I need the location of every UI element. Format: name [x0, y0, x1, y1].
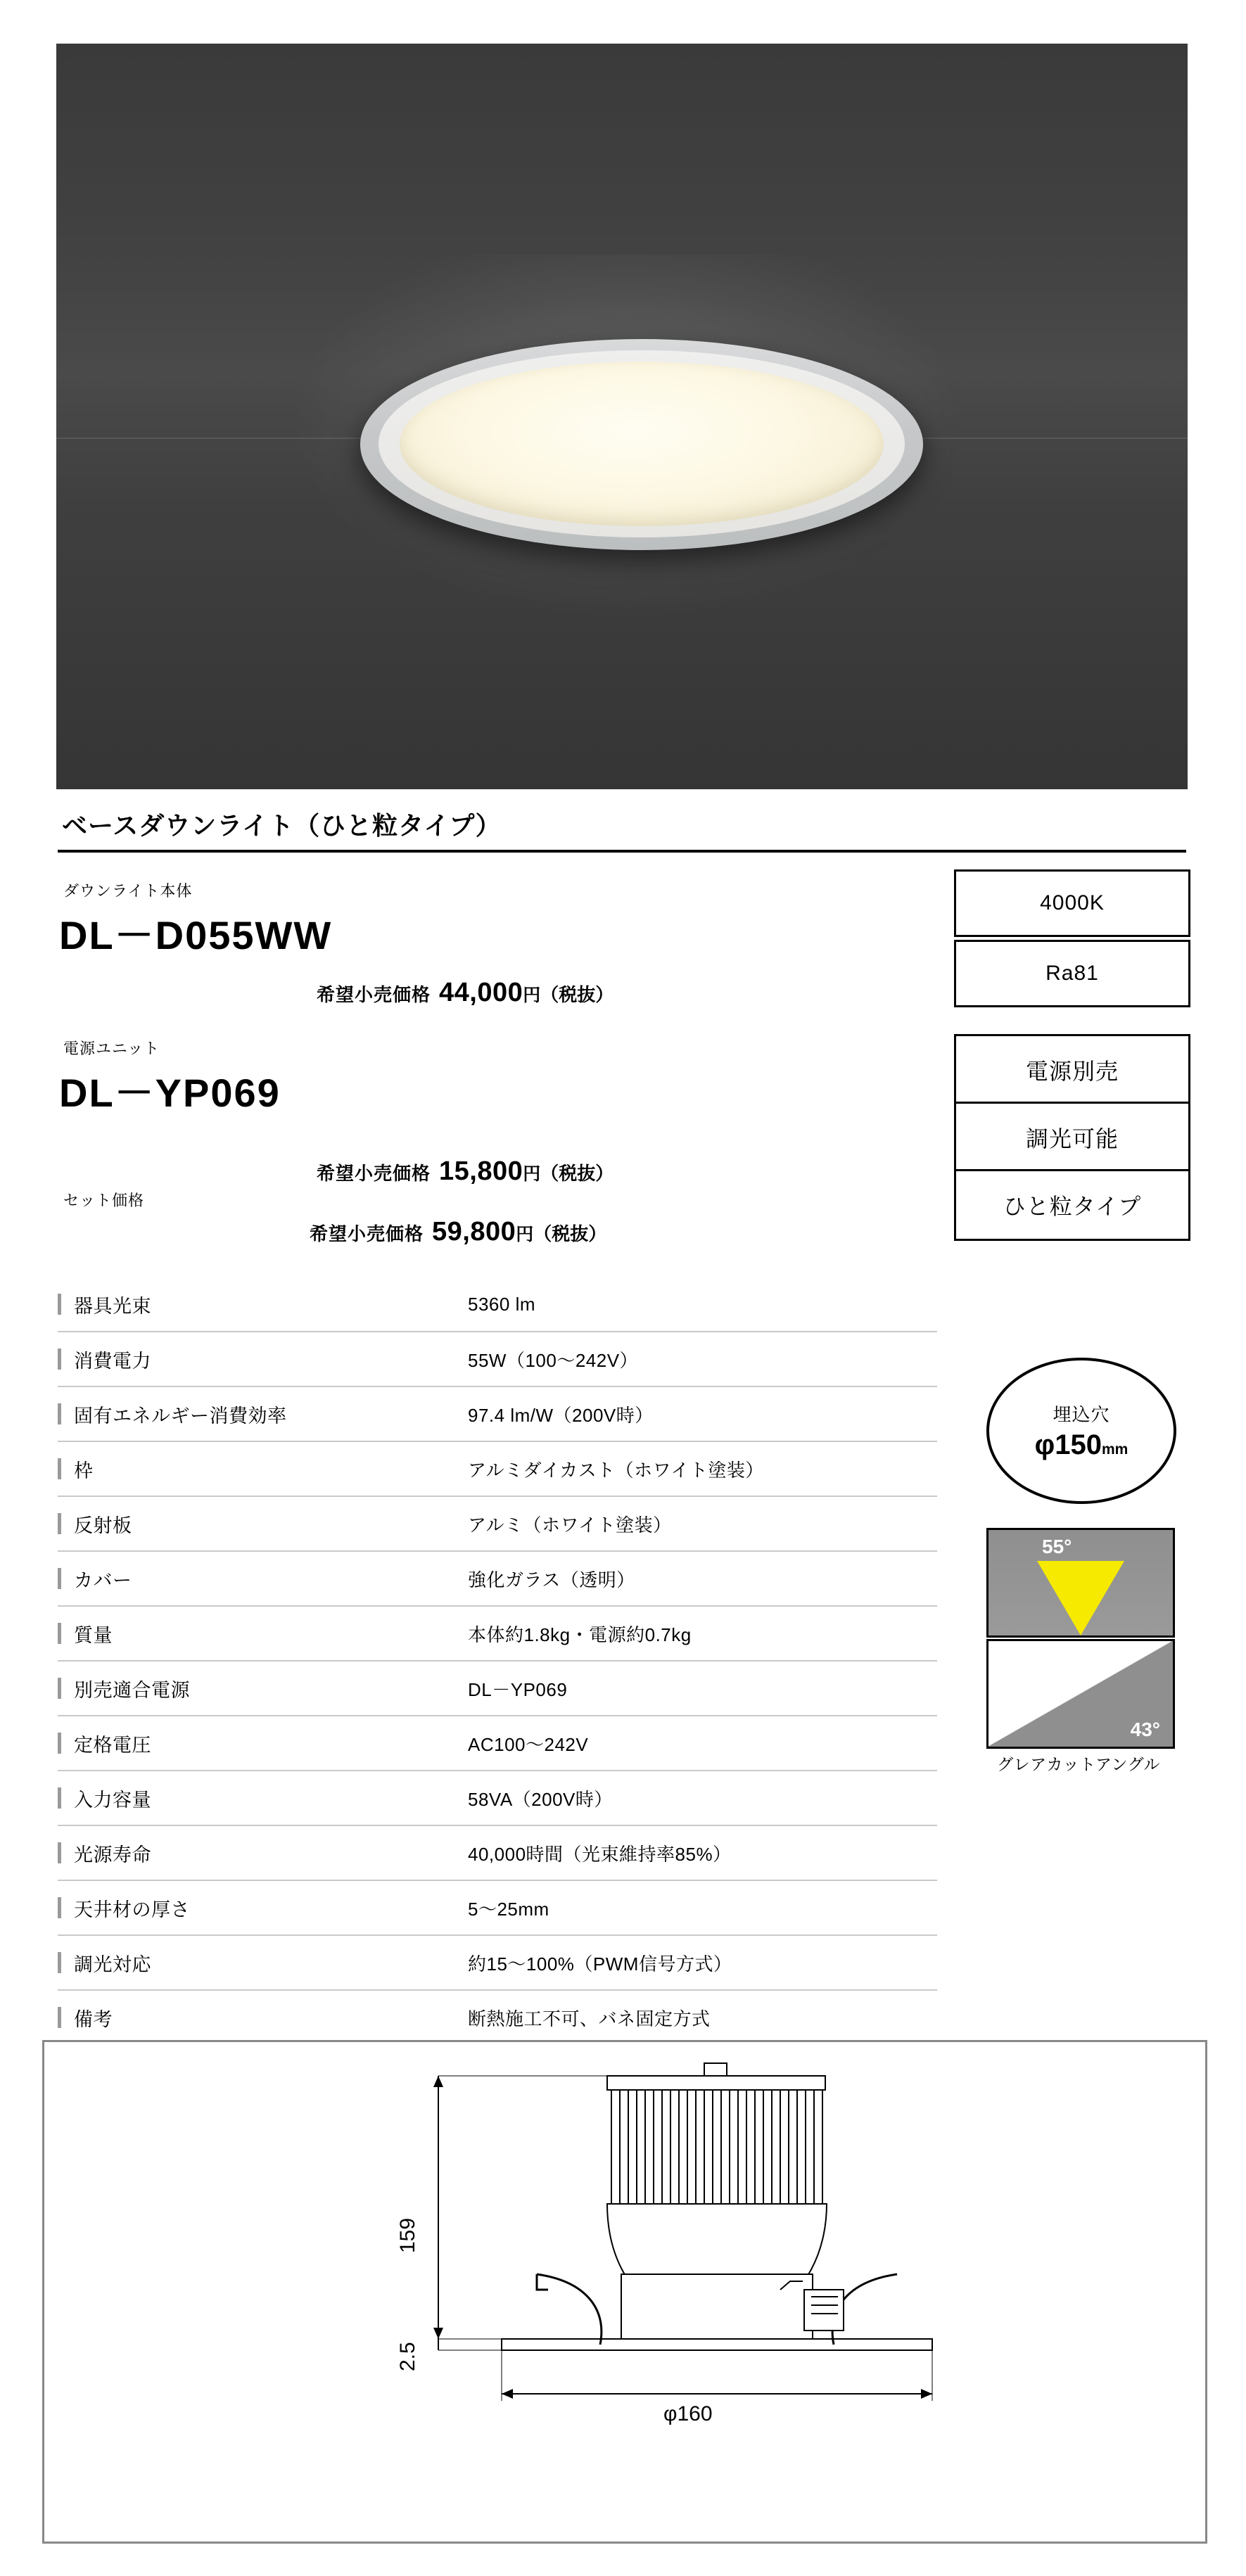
spec-value: 約15〜100%（PWM信号方式） [468, 1953, 732, 1975]
spec-key: 質量 [74, 1624, 113, 1646]
row-marker [58, 1952, 61, 1973]
spec-key: 入力容量 [74, 1789, 151, 1811]
table-row [58, 1991, 937, 2044]
psu-price-value: 15,800 [439, 1156, 523, 1186]
spec-key: 定格電圧 [74, 1734, 151, 1756]
spec-value: アルミダイカスト（ホワイト塗装） [468, 1459, 764, 1481]
drawing-svg [44, 2042, 1201, 2537]
table-row [58, 1716, 937, 1771]
row-marker [58, 1348, 61, 1370]
table-row [58, 1277, 937, 1332]
spec-value: 40,000時間（光束維持率85%） [468, 1843, 732, 1865]
body-price-tax: （税抜） [540, 984, 614, 1005]
set-price-row [310, 1217, 606, 1247]
row-marker [58, 1787, 61, 1809]
body-model-number: DL－D055WW [59, 913, 333, 957]
table-row [58, 1607, 937, 1662]
table-row [58, 1936, 937, 1991]
table-row [58, 1881, 937, 1936]
body-price-yen: 円 [523, 986, 541, 1005]
page-title: ベースダウンライト（ひと粒タイプ） [62, 811, 502, 840]
spec-key: カバー [74, 1569, 132, 1591]
spec-value: 5〜25mm [468, 1898, 549, 1920]
embed-hole-badge [986, 1358, 1176, 1504]
spec-value: DL－YP069 [468, 1678, 568, 1700]
set-price-tax: （税抜） [533, 1223, 607, 1244]
psu-price-label: 希望小売価格 [317, 1163, 431, 1184]
fixture-lens [400, 362, 884, 526]
psu-price-row [317, 1156, 614, 1187]
spec-key: 備考 [74, 2008, 113, 2030]
beam-cone-icon [1037, 1561, 1124, 1635]
glare-angle-value: 43° [1130, 1719, 1160, 1740]
badge-cri: Ra81 [954, 940, 1190, 1007]
table-row [58, 1662, 937, 1716]
row-marker [58, 1897, 61, 1918]
set-price-yen: 円 [516, 1225, 534, 1244]
psu-label: 電源ユニット [63, 1040, 160, 1057]
spec-value: 本体約1.8kg・電源約0.7kg [468, 1624, 692, 1645]
set-price-label: セット価格 [63, 1192, 145, 1209]
row-marker [58, 1403, 61, 1424]
row-marker [58, 1678, 61, 1699]
beam-angle-value: 55° [1042, 1536, 1072, 1557]
spec-key: 別売適合電源 [74, 1679, 190, 1701]
psu-model-number: DL－YP069 [59, 1071, 281, 1115]
glare-angle-caption: グレアカットアングル [997, 1755, 1160, 1773]
table-row [58, 1497, 937, 1552]
badge-type: ひと粒タイプ [954, 1169, 1190, 1241]
badge-dimmable: 調光可能 [954, 1102, 1190, 1173]
spec-value: 強化ガラス（透明） [468, 1569, 635, 1590]
spec-table [58, 1277, 937, 2044]
row-marker [58, 2007, 61, 2028]
downlight-fixture-image [360, 339, 923, 550]
body-price-label: 希望小売価格 [317, 984, 431, 1005]
embed-hole-label: 埋込穴 [1053, 1404, 1110, 1425]
psu-price-tax: （税抜） [540, 1163, 614, 1184]
spec-key: 天井材の厚さ [74, 1899, 190, 1920]
title-divider [58, 850, 1186, 853]
spec-key: 光源寿命 [74, 1844, 151, 1866]
spec-value: 58VA（200V時） [468, 1788, 613, 1810]
table-row [58, 1826, 937, 1881]
product-photo [56, 44, 1188, 789]
beam-angle-diagram [986, 1528, 1175, 1638]
row-marker [58, 1842, 61, 1863]
set-price-value: 59,800 [432, 1217, 516, 1246]
table-row [58, 1387, 937, 1442]
spec-key: 反射板 [74, 1515, 132, 1536]
embed-hole-value [1035, 1429, 1129, 1461]
row-marker [58, 1294, 61, 1315]
table-row [58, 1552, 937, 1607]
row-marker [58, 1458, 61, 1479]
row-marker [58, 1623, 61, 1644]
dimension-flange: 2.5 [396, 2342, 419, 2371]
dimension-diameter: φ160 [663, 2402, 713, 2425]
dimension-height: 159 [396, 2217, 419, 2253]
row-marker [58, 1513, 61, 1534]
spec-value: 55W（100〜242V） [468, 1349, 639, 1371]
set-price-text-label: 希望小売価格 [310, 1223, 424, 1244]
glare-angle-diagram [986, 1639, 1175, 1749]
body-price-value: 44,000 [439, 978, 523, 1007]
spec-key: 消費電力 [74, 1350, 151, 1372]
table-row [58, 1442, 937, 1497]
spec-value: 5360 lm [468, 1293, 535, 1315]
embed-hole-diameter: φ150 [1034, 1429, 1102, 1460]
embed-hole-unit: mm [1102, 1441, 1129, 1458]
spec-key: 器具光束 [74, 1295, 151, 1317]
badge-power-separate: 電源別売 [954, 1034, 1190, 1106]
spec-value: AC100〜242V [468, 1733, 589, 1755]
spec-key: 枠 [74, 1460, 94, 1481]
table-row [58, 1771, 937, 1826]
spec-value: 97.4 lm/W（200V時） [468, 1404, 654, 1426]
psu-price-yen: 円 [523, 1164, 541, 1184]
spec-key: 調光対応 [74, 1953, 151, 1975]
spec-value: アルミ（ホワイト塗装） [468, 1514, 672, 1536]
dimension-drawing [42, 2040, 1207, 2544]
spec-value: 断熱施工不可、バネ固定方式 [468, 2008, 711, 2029]
row-marker [58, 1733, 61, 1754]
body-price-row [317, 978, 614, 1008]
row-marker [58, 1568, 61, 1589]
table-row [58, 1332, 937, 1387]
body-label: ダウンライト本体 [63, 882, 193, 900]
spec-key: 固有エネルギー消費効率 [74, 1405, 287, 1427]
badge-color-temp: 4000K [954, 869, 1190, 937]
